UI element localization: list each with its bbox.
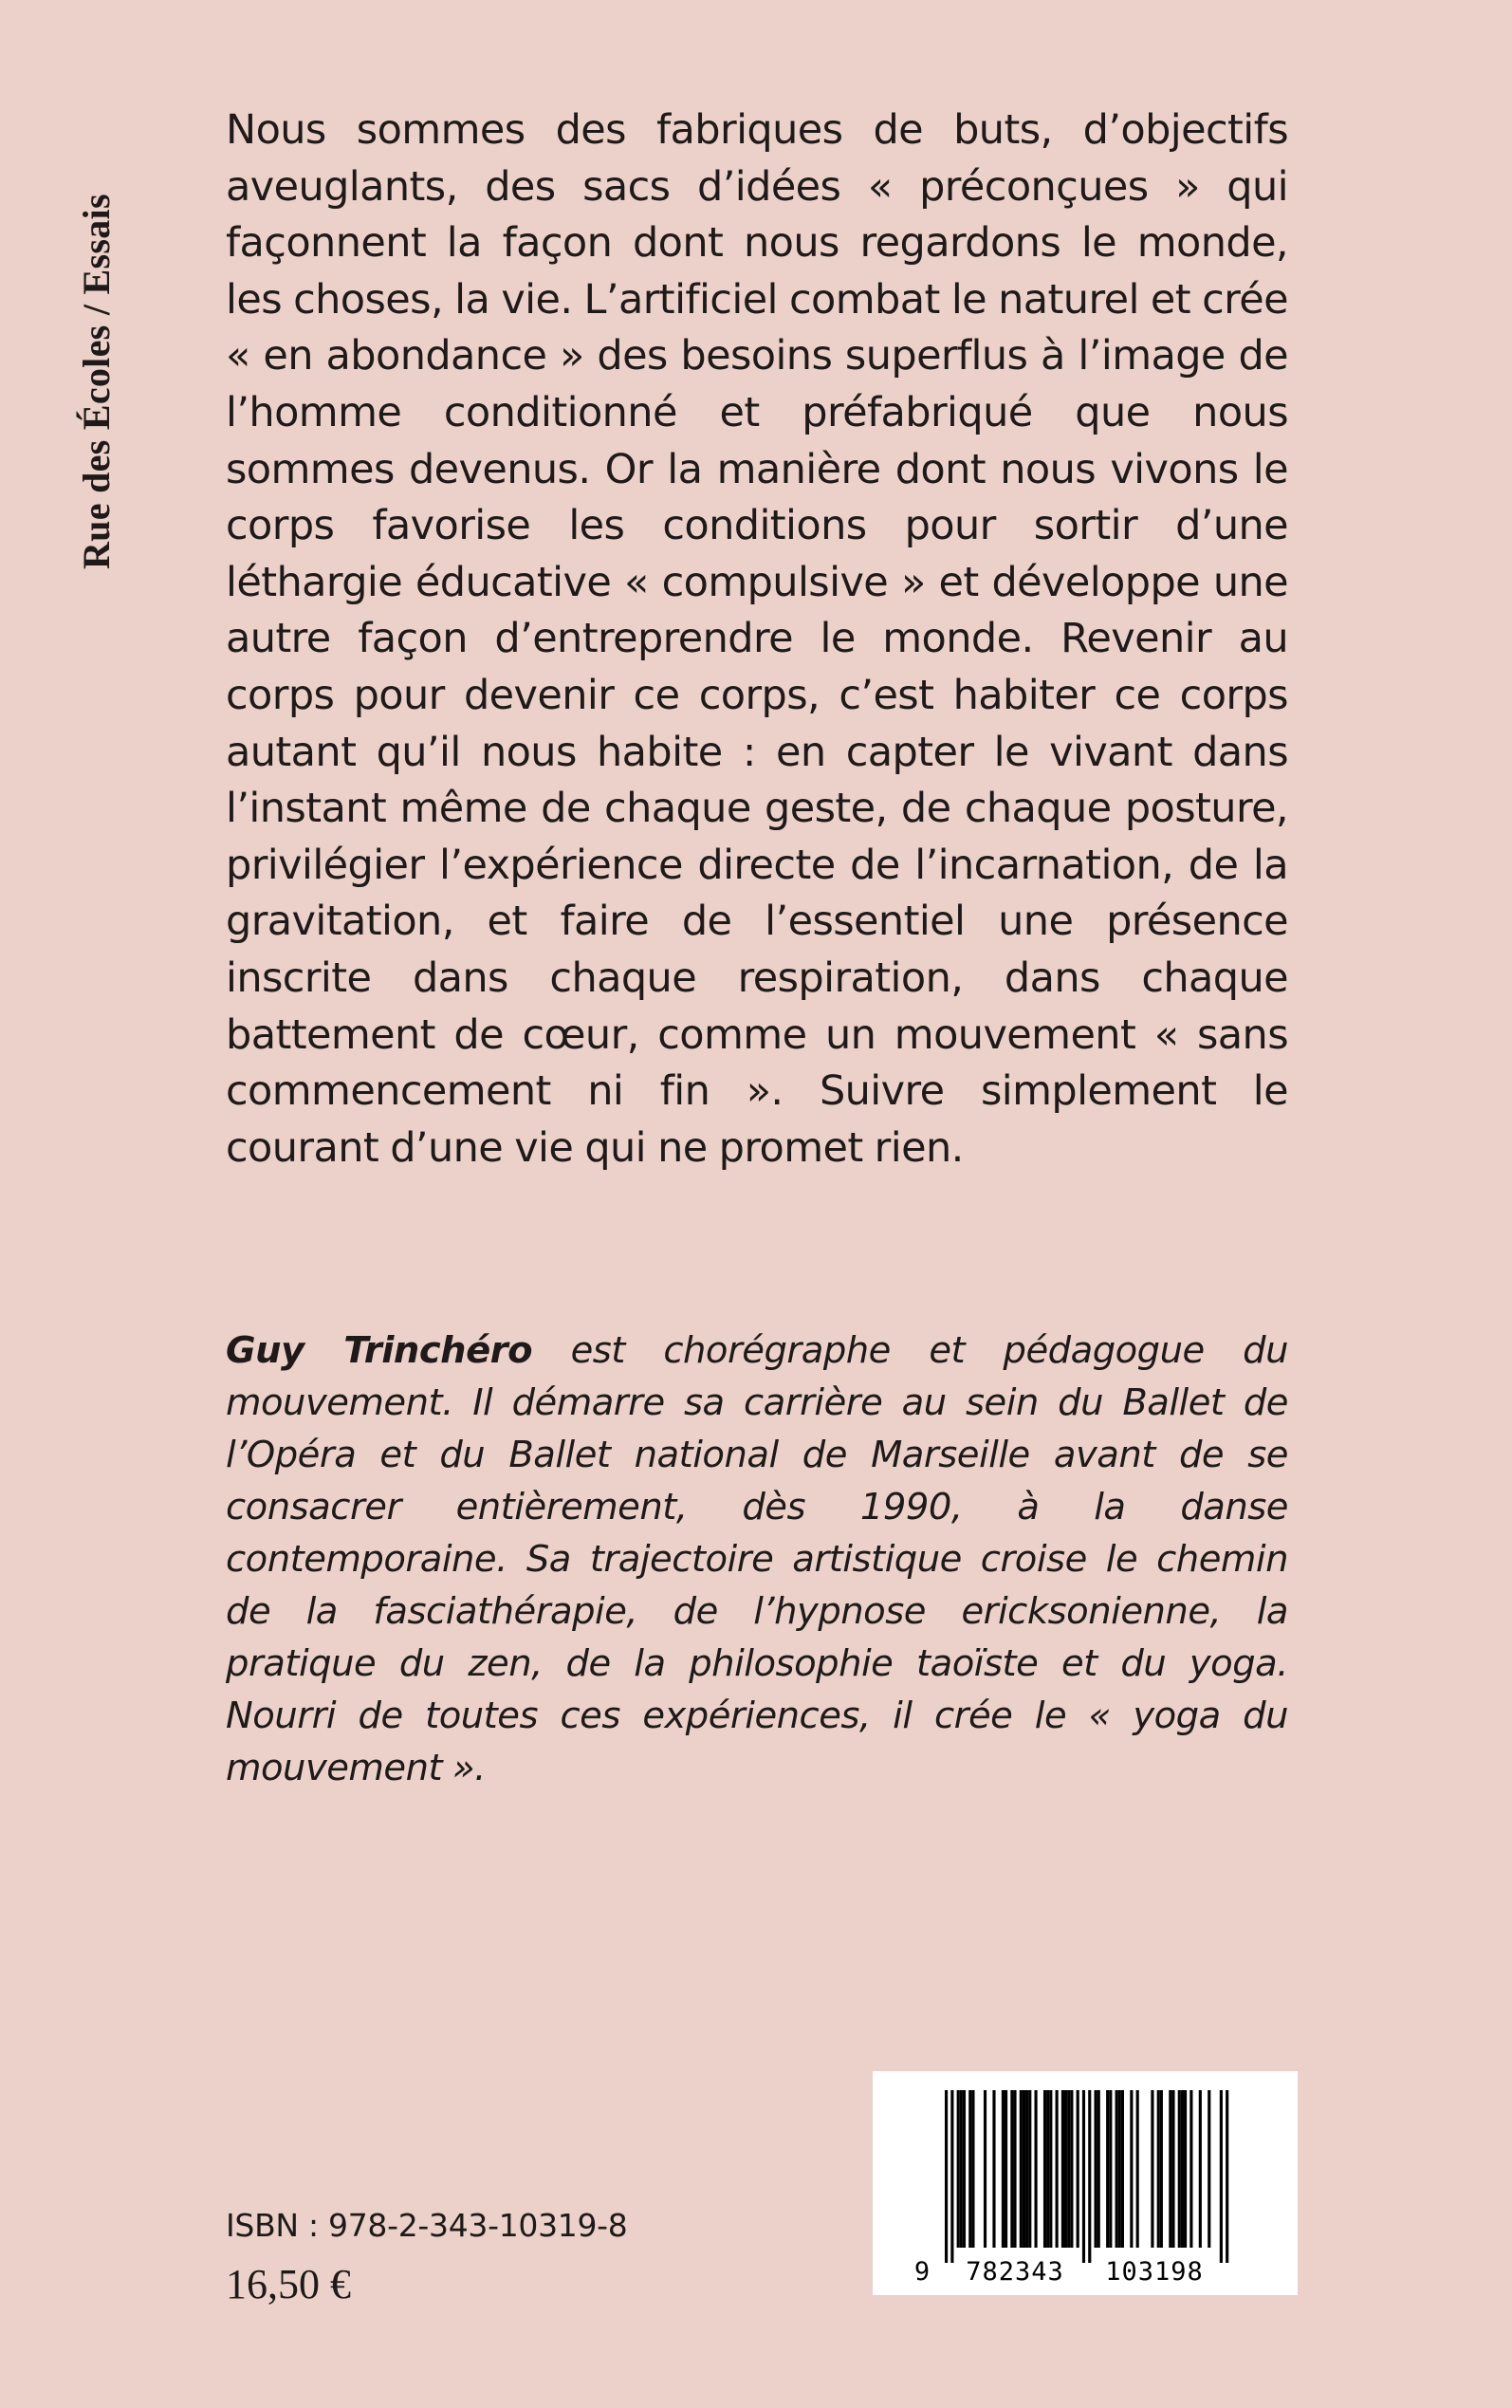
barcode-bar bbox=[1097, 2090, 1100, 2248]
barcode-bar bbox=[1035, 2090, 1038, 2248]
barcode-bar bbox=[1178, 2090, 1181, 2248]
barcode-bar bbox=[1067, 2090, 1070, 2248]
barcode-bar bbox=[945, 2090, 948, 2263]
barcode-bar bbox=[971, 2090, 974, 2248]
barcode-bar bbox=[1226, 2090, 1228, 2263]
barcode-bar bbox=[1118, 2090, 1121, 2248]
barcode-graphic bbox=[873, 2071, 1298, 2295]
barcode-bar bbox=[1220, 2090, 1223, 2263]
barcode-bar bbox=[1181, 2090, 1184, 2248]
barcode-bar bbox=[1088, 2090, 1091, 2263]
barcode-bar bbox=[1121, 2090, 1124, 2248]
barcode bbox=[873, 2071, 1298, 2295]
barcode-bar bbox=[1005, 2090, 1007, 2248]
author-bio-text: est chorégraphe et pédagogue du mouvement. Il démarre sa carrière au sein du Ballet de l’Opéra et du Ballet national de Marseille avant de se consacrer entièrement, dès 1990, à la danse contemporaine. Sa trajectoire artistique croise le chemin de la fasciathérapie, de l’hypnose ericksonienne, la pratique du zen, de la philosophie taoïste et du yoga. Nourri de toutes ces expériences, il crée le « yoga du mouvement ». bbox=[226, 1329, 1288, 1789]
barcode-bar bbox=[1189, 2090, 1192, 2248]
barcode-bar bbox=[1077, 2090, 1079, 2248]
collection-label: Rue des Écoles / Essais bbox=[75, 194, 118, 569]
barcode-bar bbox=[1046, 2090, 1049, 2248]
barcode-bar bbox=[1043, 2090, 1046, 2248]
barcode-bar bbox=[984, 2090, 986, 2248]
barcode-bar bbox=[1070, 2090, 1073, 2248]
barcode-bar bbox=[1010, 2090, 1013, 2248]
barcode-bar bbox=[1049, 2090, 1052, 2248]
barcode-bar bbox=[1151, 2090, 1153, 2248]
barcode-bar bbox=[968, 2090, 971, 2248]
barcode-bar bbox=[1020, 2090, 1023, 2248]
barcode-bar bbox=[1028, 2090, 1031, 2248]
barcode-bar bbox=[1106, 2090, 1109, 2248]
barcode-bar bbox=[1116, 2090, 1118, 2248]
barcode-bar bbox=[992, 2090, 995, 2248]
barcode-bar bbox=[1109, 2090, 1112, 2248]
barcode-bar bbox=[1136, 2090, 1139, 2248]
barcode-bar bbox=[1208, 2090, 1210, 2248]
author-name: Guy Trinchéro bbox=[226, 1329, 533, 1372]
isbn: ISBN : 978-2-343-10319-8 bbox=[226, 2207, 628, 2244]
barcode-bar bbox=[1199, 2090, 1202, 2248]
barcode-bar bbox=[1025, 2090, 1028, 2248]
barcode-bar bbox=[1061, 2090, 1064, 2248]
barcode-left-digits: 782343 bbox=[966, 2257, 1064, 2287]
barcode-bar bbox=[957, 2090, 960, 2248]
barcode-bar bbox=[1056, 2090, 1059, 2248]
barcode-bar bbox=[1130, 2090, 1133, 2248]
price: 16,50 € bbox=[226, 2261, 351, 2307]
barcode-bar bbox=[1157, 2090, 1160, 2248]
barcode-bar bbox=[1064, 2090, 1067, 2248]
barcode-right-digits: 103198 bbox=[1105, 2257, 1204, 2287]
barcode-bar bbox=[1171, 2090, 1174, 2248]
barcode-bar bbox=[1095, 2090, 1097, 2248]
author-bio bbox=[226, 1324, 1288, 1794]
barcode-bar bbox=[960, 2090, 963, 2248]
barcode-first-digit: 9 bbox=[913, 2257, 931, 2287]
book-summary: Nous sommes des fabriques de buts, d’objectifs aveuglants, des sacs d’idées « préconçues » qui façonnent la façon dont nous regardons le monde, les choses, la vie. L’artificiel combat le naturel et crée « en abondance » des besoins superflus à l’image de l’homme conditionné et préfabriqué que nous sommes devenus. Or la manière dont nous vivons le corps favorise les conditions pour sortir d’une léthargie éducative « compulsive » et développe une autre façon d’entreprendre le monde. Revenir au corps pour devenir ce corps, c’est habiter ce corps autant qu’il nous habite : en capter le vivant dans l’instant même de chaque geste, de chaque posture, privilégier l’expérience directe de l’incarnation, de la gravitation, et faire de l’essentiel une présence inscrite dans chaque respiration, dans chaque battement de cœur, comme un mouvement « sans commencement ni fin ». Suivre simplement le courant d’une vie qui ne promet rien. bbox=[226, 106, 1288, 1172]
barcode-bar bbox=[1169, 2090, 1171, 2248]
barcode-bar bbox=[1023, 2090, 1025, 2248]
barcode-bar bbox=[1013, 2090, 1016, 2248]
barcode-bar bbox=[950, 2090, 953, 2263]
barcode-bar bbox=[1160, 2090, 1163, 2248]
barcode-bar bbox=[1082, 2090, 1085, 2263]
barcode-bar bbox=[1002, 2090, 1005, 2248]
barcode-bar bbox=[963, 2090, 966, 2248]
barcode-bar bbox=[1184, 2090, 1187, 2248]
